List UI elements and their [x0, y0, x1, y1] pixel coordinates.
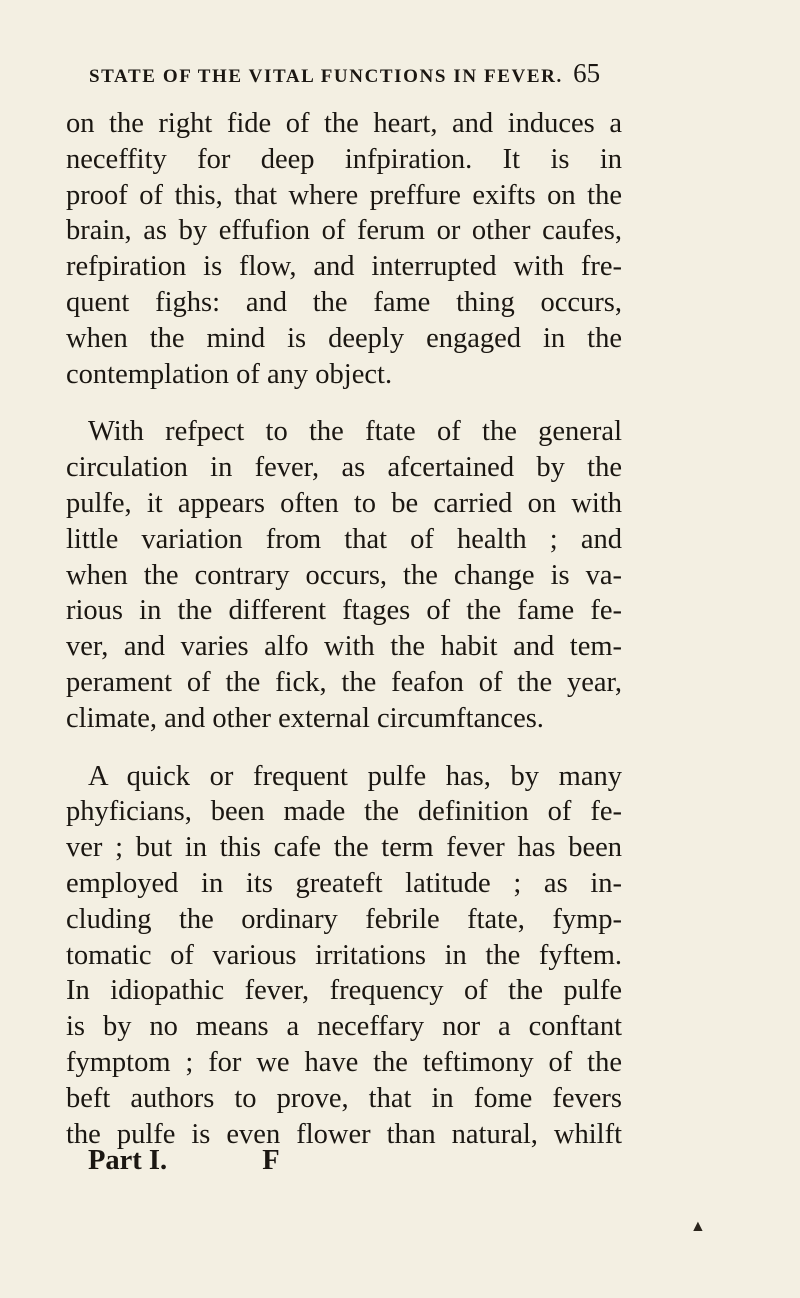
- text-line: neceffity for deep infpiration. It is in: [66, 143, 622, 175]
- text-line: ver ; but in this cafe the term fever has been: [66, 832, 622, 864]
- text-line: the pulfe is even flower than natural, whilft: [66, 1118, 622, 1150]
- text-line: employed in its greateft latitude ; as in-: [66, 867, 622, 899]
- text-line: perament of the fick, the feafon of the year,: [66, 666, 622, 698]
- paragraph-2: [66, 414, 622, 736]
- text-line: With refpect to the ftate of the general: [88, 416, 622, 448]
- signature-mark: F: [262, 1145, 280, 1176]
- text-line: refpiration is flow, and interrupted with fre-: [66, 251, 622, 283]
- text-line: pulfe, it appears often to be carried on with: [66, 487, 622, 519]
- text-line: cluding the ordinary febrile ftate, fymp-: [66, 903, 622, 935]
- part-label: Part I.: [88, 1145, 168, 1176]
- text-line: In idiopathic fever, frequency of the pulfe: [66, 975, 622, 1007]
- text-line: beft authors to prove, that in fome fevers: [66, 1082, 622, 1114]
- text-line: climate, and other external circumftances.: [66, 702, 544, 734]
- text-line: when the mind is deeply engaged in the: [66, 322, 622, 354]
- text-line: fymptom ; for we have the teftimony of the: [66, 1046, 622, 1078]
- body-text: [66, 106, 622, 1152]
- text-line: circulation in fever, as afcertained by the: [66, 452, 622, 484]
- text-line: when the contrary occurs, the change is va-: [66, 559, 622, 591]
- text-line: contemplation of any object.: [66, 358, 393, 390]
- text-line: phyficians, been made the definition of fe-: [66, 796, 622, 828]
- text-line: rious in the different ftages of the fame fe-: [66, 595, 622, 627]
- paragraph-1: [66, 106, 622, 392]
- paragraph-3: [66, 759, 622, 1153]
- text-line: brain, as by effufion of ferum or other caufes,: [66, 215, 622, 247]
- ink-blot-mark: ▲: [690, 1218, 706, 1235]
- signature-line: [88, 1145, 280, 1177]
- text-line: tomatic of various irritations in the fyftem.: [66, 939, 622, 971]
- text-line: ver, and varies alfo with the habit and tem-: [66, 631, 622, 663]
- text-line: little variation from that of health ; and: [66, 523, 622, 555]
- text-line: is by no means a neceffary nor a conftant: [66, 1011, 622, 1043]
- running-title: STATE OF THE VITAL FUNCTIONS IN FEVER.: [89, 66, 563, 87]
- text-line: A quick or frequent pulfe has, by many: [88, 760, 622, 792]
- text-line: proof of this, that where preffure exifts on the: [66, 179, 622, 211]
- text-line: quent fighs: and the fame thing occurs,: [66, 286, 622, 318]
- running-head: [89, 58, 629, 89]
- text-line: on the right fide of the heart, and induces a: [66, 108, 622, 139]
- page-number: 65: [573, 58, 601, 88]
